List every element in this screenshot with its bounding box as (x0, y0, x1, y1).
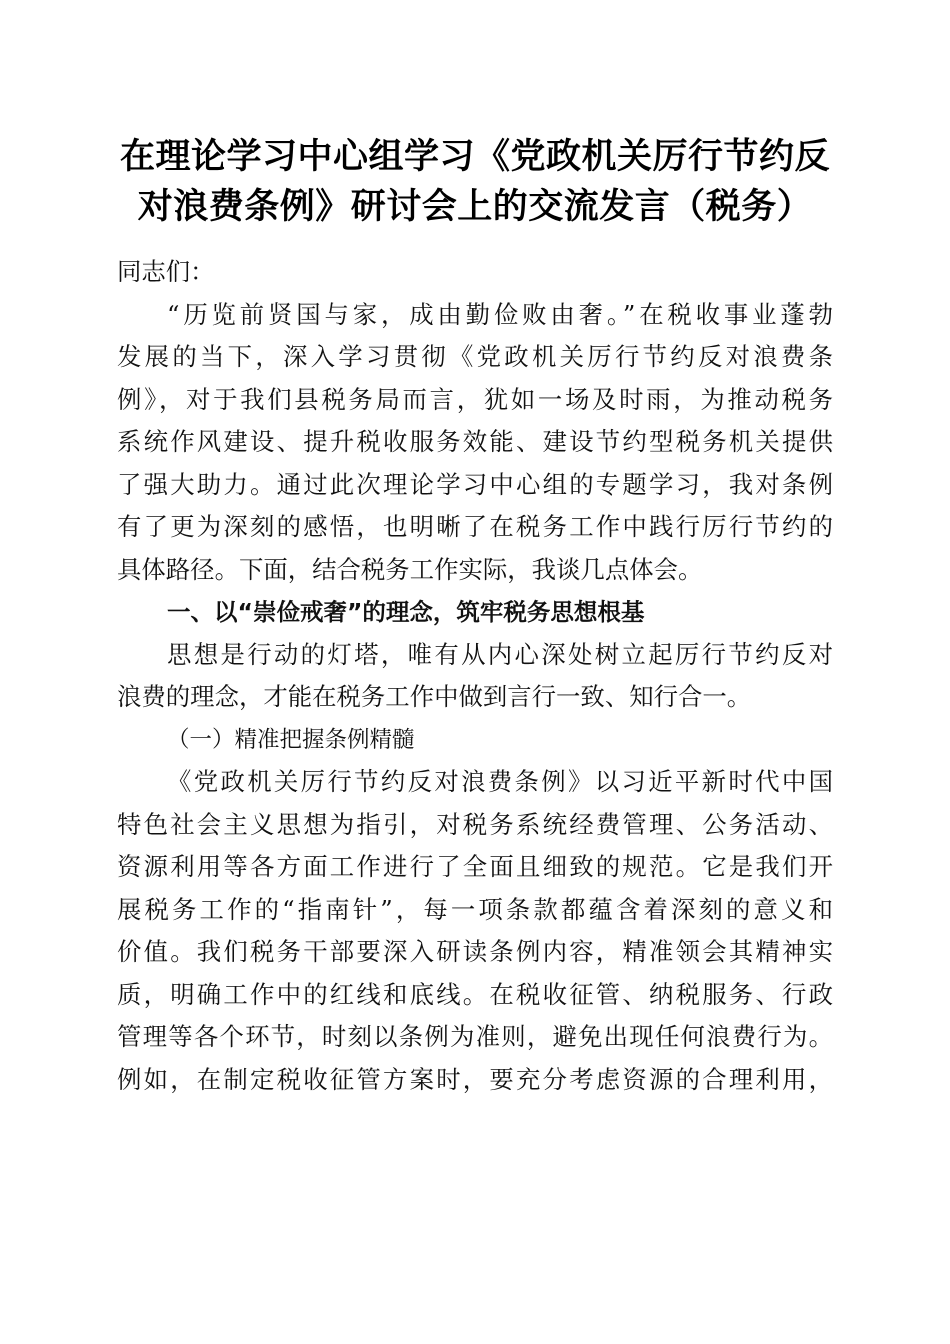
intro-line: 了强大助力。通过此次理论学习中心组的专题学习，我对条例 (117, 469, 833, 499)
subsection-heading: （一）精准把握条例精髓 (167, 726, 415, 753)
intro-line: 有了更为深刻的感悟，也明晰了在税务工作中践行厉行节约的 (117, 512, 833, 541)
section-heading: 一、以“崇俭戒奢”的理念，筑牢税务思想根基 (167, 598, 645, 626)
section-line: 浪费的理念，才能在税务工作中做到言行一致、知行合一。 (117, 682, 752, 711)
title-line-2: 对浪费条例》研讨会上的交流发言（税务） (137, 186, 813, 227)
subsection-line: 质，明确工作中的红线和底线。在税收征管、纳税服务、行政 (117, 979, 833, 1009)
intro-line: 系统作风建设、提升税收服务效能、建设节约型税务机关提供 (117, 427, 833, 456)
subsection-line: 《党政机关厉行节约反对浪费条例》以习近平新时代中国 (167, 767, 833, 796)
title-line-1: 在理论学习中心组学习《党政机关厉行节约反 (119, 136, 830, 177)
subsection-line: 例如，在制定税收征管方案时，要充分考虑资源的合理利用， (117, 1064, 833, 1094)
subsection-line: 特色社会主义思想为指引，对税务系统经费管理、公务活动、 (117, 809, 833, 839)
salutation: 同志们： (117, 257, 215, 286)
subsection-line: 资源利用等各方面工作进行了全面且细致的规范。它是我们开 (117, 852, 833, 881)
intro-line: 具体路径。下面，结合税务工作实际，我谈几点体会。 (117, 554, 703, 584)
subsection-line: 展税务工作的“指南针”，每一项条款都蕴含着深刻的意义和 (117, 894, 833, 924)
subsection-line: 管理等各个环节，时刻以条例为准则，避免出现任何浪费行为。 (117, 1022, 833, 1051)
intro-line: 发展的当下，深入学习贯彻《党政机关厉行节约反对浪费条 (117, 342, 833, 371)
document-body (117, 251, 833, 1101)
document-title (100, 132, 850, 232)
intro-line: “历览前贤国与家，成由勤俭败由奢。”在税收事业蓬勃 (167, 299, 833, 329)
section-line: 思想是行动的灯塔，唯有从内心深处树立起厉行节约反对 (167, 639, 833, 669)
intro-line: 例》，对于我们县税务局而言，犹如一场及时雨，为推动税务 (117, 384, 833, 414)
subsection-line: 价值。我们税务干部要深入研读条例内容，精准领会其精神实 (117, 937, 833, 966)
